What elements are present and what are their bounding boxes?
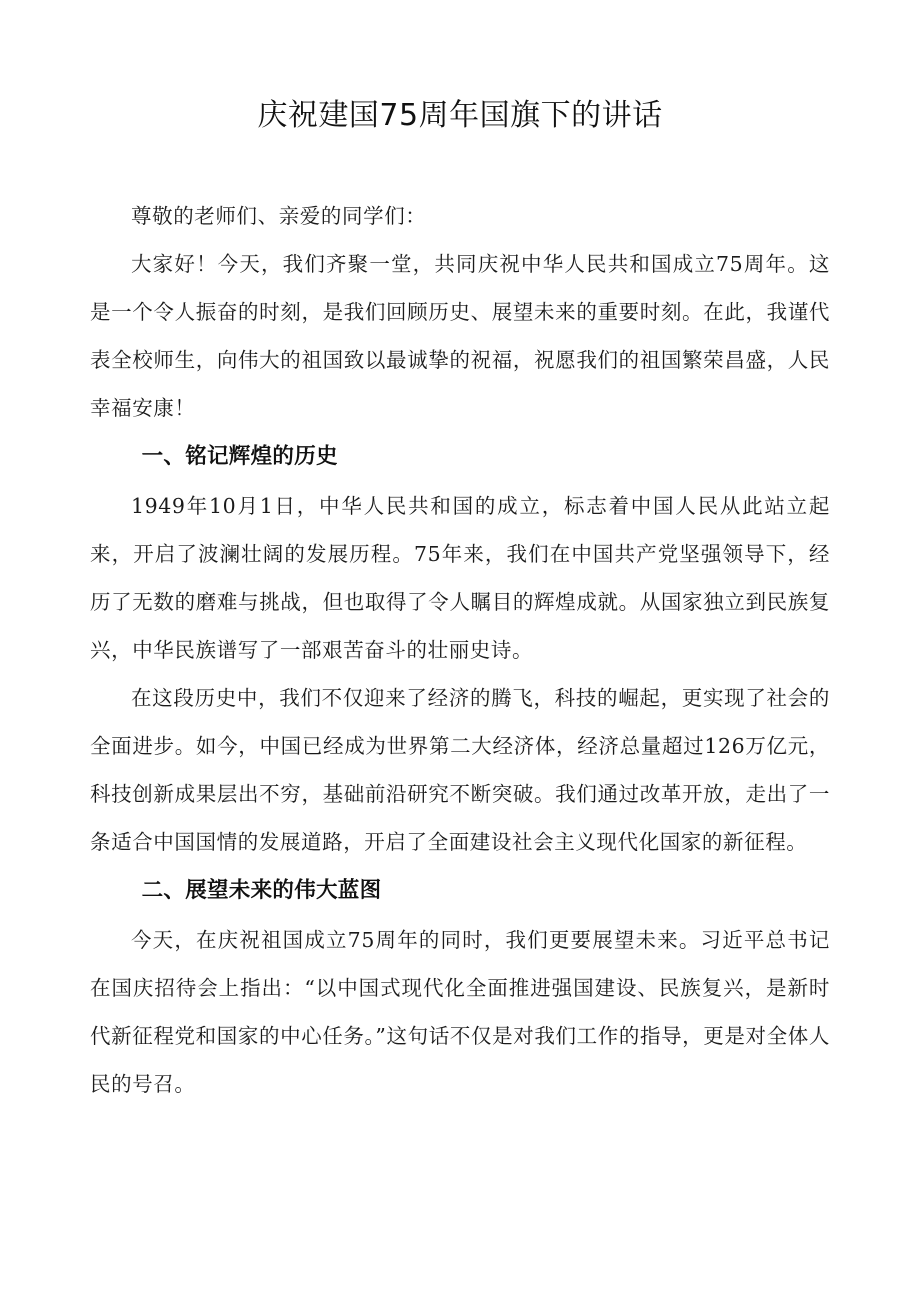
salutation: 尊敬的老师们、亲爱的同学们： [131,204,427,228]
intro-paragraph: 大家好！今天，我们齐聚一堂，共同庆祝中华人民共和国成立75周年。这是一个令人振奋的时刻，是我们回顾历史、展望未来的重要时刻。在此，我谨代表全校师生，向伟大的祖国致以最诚挚的祝福，祝愿我们的祖国繁荣昌盛，人民幸福安康！ [90,252,830,420]
section-heading-future: 二、展望未来的伟大蓝图 [141,878,382,903]
future-paragraph-1: 今天，在庆祝祖国成立75周年的同时，我们更要展望未来。习近平总书记在国庆招待会上指出：“以中国式现代化全面推进强国建设、民族复兴，是新时代新征程党和国家的中心任务。”这句话不仅是对我们工作的指导，更是对全体人民的号召。 [90,928,830,1096]
history-paragraph-1: 1949年10月1日，中华人民共和国的成立，标志着中国人民从此站立起来，开启了波澜壮阔的发展历程。75年来，我们在中国共产党坚强领导下，经历了无数的磨难与挑战，但也取得了令人瞩目的辉煌成就。从国家独立到民族复兴，中华民族谱写了一部艰苦奋斗的壮丽史诗。 [90,494,830,662]
document-title: 庆祝建国75周年国旗下的讲话 [257,98,663,133]
history-paragraph-2: 在这段历史中，我们不仅迎来了经济的腾飞，科技的崛起，更实现了社会的全面进步。如今，中国已经成为世界第二大经济体，经济总量超过126万亿元，科技创新成果层出不穷，基础前沿研究不断突破。我们通过改革开放，走出了一条适合中国国情的发展道路，开启了全面建设社会主义现代化国家的新征程。 [90,686,830,854]
section-heading-history: 一、铭记辉煌的历史 [141,444,338,469]
